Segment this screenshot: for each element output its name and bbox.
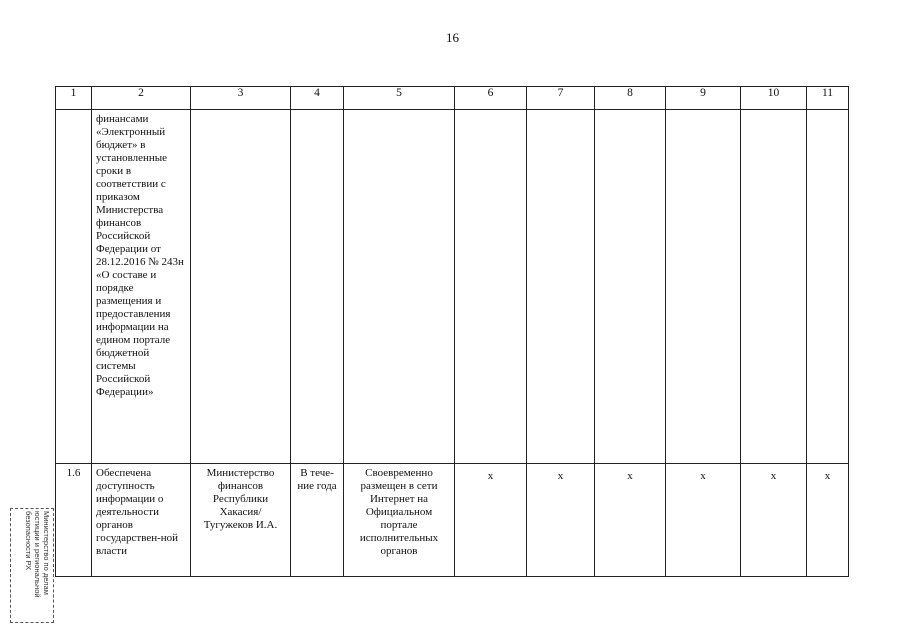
value-cell: x (455, 464, 527, 577)
column-header: 3 (191, 87, 291, 110)
value-cell (595, 110, 666, 464)
value-cell (666, 110, 741, 464)
column-header: 10 (741, 87, 807, 110)
result-cell (344, 110, 455, 464)
row-number-cell: 1.6 (56, 464, 92, 577)
value-cell (455, 110, 527, 464)
result-cell: Своевременно размещен в сети Интернет на Официальном портале исполнительных органов (344, 464, 455, 577)
value-cell: x (527, 464, 595, 577)
measure-cell: финансами «Электронный бюджет» в установленные сроки в соответствии с приказом Министерства финансов Российской Федерации от 28.12.2016 № 243н «О составе и порядке размещения и предоставления информации на едином портале бюджетной системы Российской Федерации» (92, 110, 191, 464)
column-header: 7 (527, 87, 595, 110)
responsible-cell (191, 110, 291, 464)
stamp-text: Министерство по делам юстиции и региональной безопасности РХ (24, 511, 51, 598)
column-header: 2 (92, 87, 191, 110)
responsible-cell: Министерство финансов Республики Хакасия/ Тугужеков И.А. (191, 464, 291, 577)
value-cell (741, 110, 807, 464)
measure-cell: Обеспечена доступность информации о деятельности органов государствен-ной власти (92, 464, 191, 577)
row-number-cell (56, 110, 92, 464)
value-cell: x (666, 464, 741, 577)
column-header: 9 (666, 87, 741, 110)
registration-stamp (10, 508, 54, 623)
value-cell (807, 110, 849, 464)
plan-table (55, 86, 849, 577)
table-row (56, 110, 849, 464)
value-cell: x (741, 464, 807, 577)
column-header: 8 (595, 87, 666, 110)
column-number-row (56, 87, 849, 110)
value-cell: x (807, 464, 849, 577)
value-cell (527, 110, 595, 464)
column-header: 11 (807, 87, 849, 110)
table-row (56, 464, 849, 577)
column-header: 4 (291, 87, 344, 110)
column-header: 5 (344, 87, 455, 110)
column-header: 6 (455, 87, 527, 110)
page-number: 16 (446, 30, 459, 45)
deadline-cell (291, 110, 344, 464)
column-header: 1 (56, 87, 92, 110)
value-cell: x (595, 464, 666, 577)
deadline-cell: В тече-ние года (291, 464, 344, 577)
